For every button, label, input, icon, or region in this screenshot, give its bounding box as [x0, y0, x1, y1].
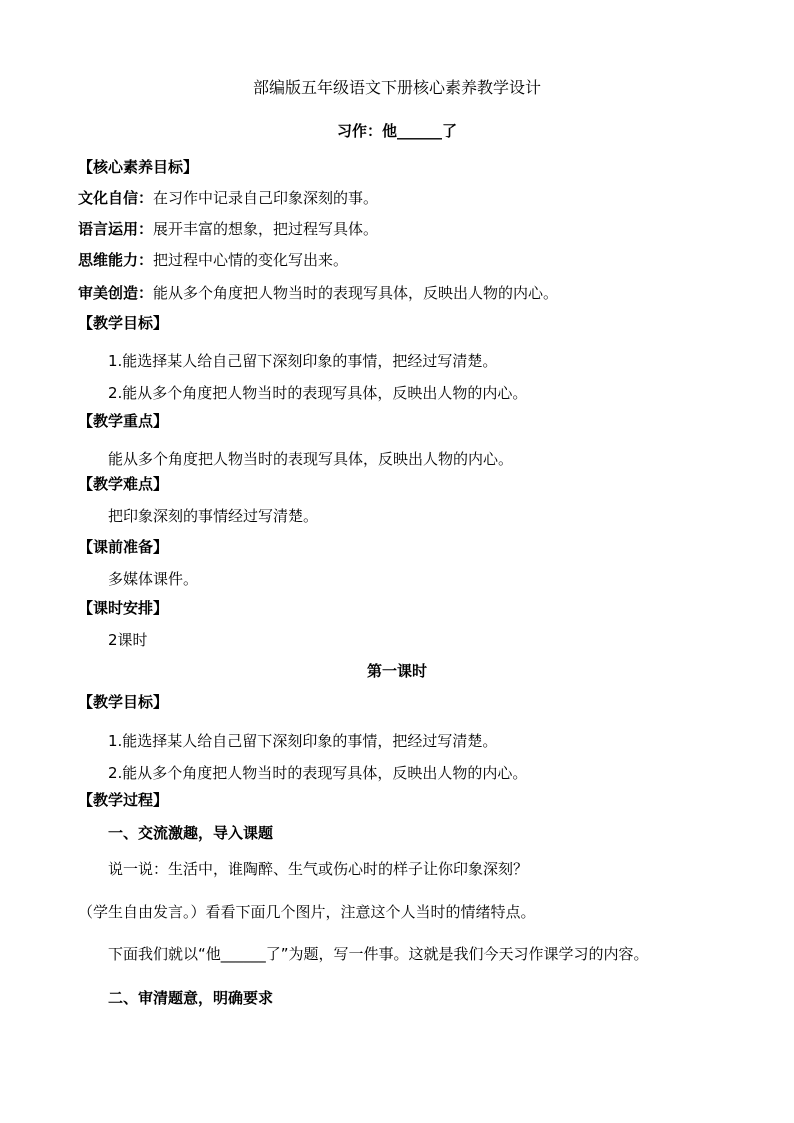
- core-goal-text: 在习作中记录自己印象深刻的事。: [153, 189, 379, 207]
- lesson-goal-item: 2.能从多个角度把人物当时的表现写具体，反映出人物的内心。: [108, 764, 528, 782]
- paragraph: 说一说：生活中，谁陶醉、生气或伤心时的样子让你印象深刻？: [108, 860, 529, 878]
- lesson-goal-item: 1.能选择某人给自己留下深刻印象的事情，把经过写清楚。: [108, 732, 498, 750]
- key-points-text: 能从多个角度把人物当时的表现写具体，反映出人物的内心。: [108, 450, 514, 468]
- core-goal-label: 语言运用：: [78, 220, 154, 238]
- document-title: 部编版五年级语文下册核心素养教学设计: [252, 78, 541, 97]
- core-goal-item: [78, 283, 558, 303]
- document-subtitle: 习作：他______了: [336, 122, 457, 140]
- lesson-title: 第一课时: [366, 662, 427, 680]
- section-heading-lesson-goals: 【教学目标】: [78, 693, 169, 711]
- section-heading-core-goals: 【核心素养目标】: [78, 158, 199, 176]
- core-goal-item: [78, 250, 348, 270]
- core-goal-text: 把过程中心情的变化写出来。: [153, 251, 349, 269]
- paragraph: 下面我们就以“他______了”为题，写一件事。这就是我们今天习作课学习的内容。: [108, 945, 649, 963]
- step-heading: 一、交流激趣，导入课题: [108, 824, 274, 842]
- core-goal-label: 审美创造：: [78, 284, 154, 302]
- preparation-text: 多媒体课件。: [108, 570, 199, 588]
- core-goal-text: 能从多个角度把人物当时的表现写具体，反映出人物的内心。: [153, 284, 559, 302]
- teaching-goal-item: 2.能从多个角度把人物当时的表现写具体，反映出人物的内心。: [108, 384, 528, 402]
- section-heading-schedule: 【课时安排】: [78, 599, 169, 617]
- step-heading: 二、审清题意，明确要求: [108, 989, 274, 1007]
- core-goal-text: 展开丰富的想象，把过程写具体。: [153, 220, 379, 238]
- core-goal-label: 文化自信：: [78, 189, 154, 207]
- section-heading-difficulties: 【教学难点】: [78, 475, 169, 493]
- section-heading-preparation: 【课前准备】: [78, 538, 169, 556]
- paragraph: （学生自由发言。）看看下面几个图片，注意这个人当时的情绪特点。: [78, 903, 536, 921]
- difficulties-text: 把印象深刻的事情经过写清楚。: [108, 507, 319, 525]
- core-goal-item: [78, 188, 378, 208]
- schedule-text: 2课时: [108, 631, 148, 649]
- core-goal-item: [78, 219, 378, 239]
- teaching-goal-item: 1.能选择某人给自己留下深刻印象的事情，把经过写清楚。: [108, 352, 498, 370]
- section-heading-teaching-goals: 【教学目标】: [78, 314, 169, 332]
- section-heading-key-points: 【教学重点】: [78, 412, 169, 430]
- section-heading-process: 【教学过程】: [78, 791, 169, 809]
- core-goal-label: 思维能力：: [78, 251, 154, 269]
